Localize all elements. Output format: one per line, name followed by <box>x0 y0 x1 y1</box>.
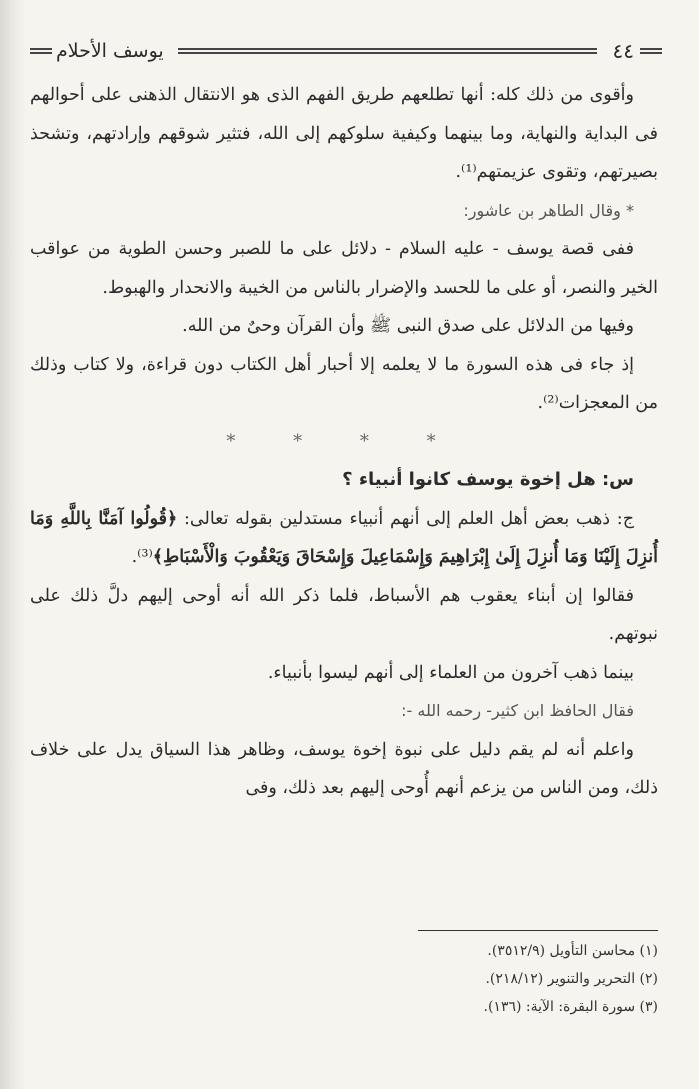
quote-attribution: فقال الحافظ ابن كثير- رحمه الله -: <box>401 701 634 720</box>
paragraph: بينما ذهب آخرون من العلماء إلى أنهم ليسوا بأنبياء. <box>267 662 634 683</box>
question-heading: س: هل إخوة يوسف كانوا أنبياء ؟ <box>342 469 634 490</box>
quran-verse: ﴿قُولُوا آمَنَّا بِاللَّهِ وَمَا أُنزِلَ إِلَيْنَا وَمَا أُنزِلَ إِلَىٰ إِبْرَاهِيمَ وَإِسْمَاعِيلَ وَإِسْحَاقَ وَيَعْقُوبَ وَالْأَسْبَاطِ﴾ <box>30 508 658 567</box>
paragraph: وفيها من الدلائل على صدق النبى ﷺ وأن القرآن وحىٌ من الله. <box>182 316 634 336</box>
paragraph: فقالوا إن أبناء يعقوب هم الأسباط، فلما ذكر الله أنه أوحى إليهم دلَّ ذلك على نبوتهم. <box>30 585 658 644</box>
paragraph <box>30 500 658 577</box>
paragraph: وأقوى من ذلك كله: أنها تطلعهم طريق الفهم الذى هو الانتقال الذهنى على أحوالهم فى البداية والنهاية، وما بينهما وكيفية سلوكهم إلى الله، فتثير شوقهم وإرادتهم، وتشحذ بصيرتهم، وتقوى عزيمتهم⁽¹⁾. <box>30 85 658 182</box>
footnote: (١) محاسن التأويل (٣٥١٢/٩). <box>487 943 658 959</box>
footnote: (٢) التحرير والتنوير (٢١٨/١٢). <box>485 971 658 987</box>
quote-attribution: * وقال الطاهر بن عاشور: <box>463 200 634 220</box>
paragraph: ففى قصة يوسف - عليه السلام - دلائل على ما للصبر وحسن الطوية من عواقب الخير والنصر، أو على ما للحسد والإضرار بالناس من الخيبة والانحدار والهبوط. <box>30 239 658 298</box>
paragraph: واعلم أنه لم يقم دليل على نبوة إخوة يوسف، وظاهر هذا السياق يدل على خلاف ذلك، ومن الناس من يزعم أنهم أُوحى إليهم بعد ذلك، وفى <box>30 739 658 798</box>
header-dash-right <box>640 48 662 54</box>
footnotes <box>30 930 658 1021</box>
header-title: يوسف الأحلام <box>56 40 164 62</box>
answer-intro: ج: ذهب بعض أهل العلم إلى أنهم أنبياء مستدلين بقوله تعالى: <box>184 508 634 529</box>
running-header <box>30 38 662 64</box>
footnote-ref: ⁽³⁾. <box>131 547 153 567</box>
section-divider: * * * * <box>226 430 462 452</box>
paragraph: إذ جاء فى هذه السورة ما لا يعلمه إلا أحبار أهل الكتاب دون قراءة، ولا كتاب وذلك من المعجزات⁽²⁾. <box>30 354 658 413</box>
header-rule <box>178 48 597 54</box>
binding-shadow <box>0 0 26 1089</box>
footnote-rule <box>418 930 658 931</box>
page-number: ٤٤ <box>612 39 634 63</box>
header-dash-left <box>30 48 52 54</box>
body-text <box>30 76 658 808</box>
footnote: (٣) سورة البقرة: الآية: (١٣٦). <box>483 999 658 1015</box>
